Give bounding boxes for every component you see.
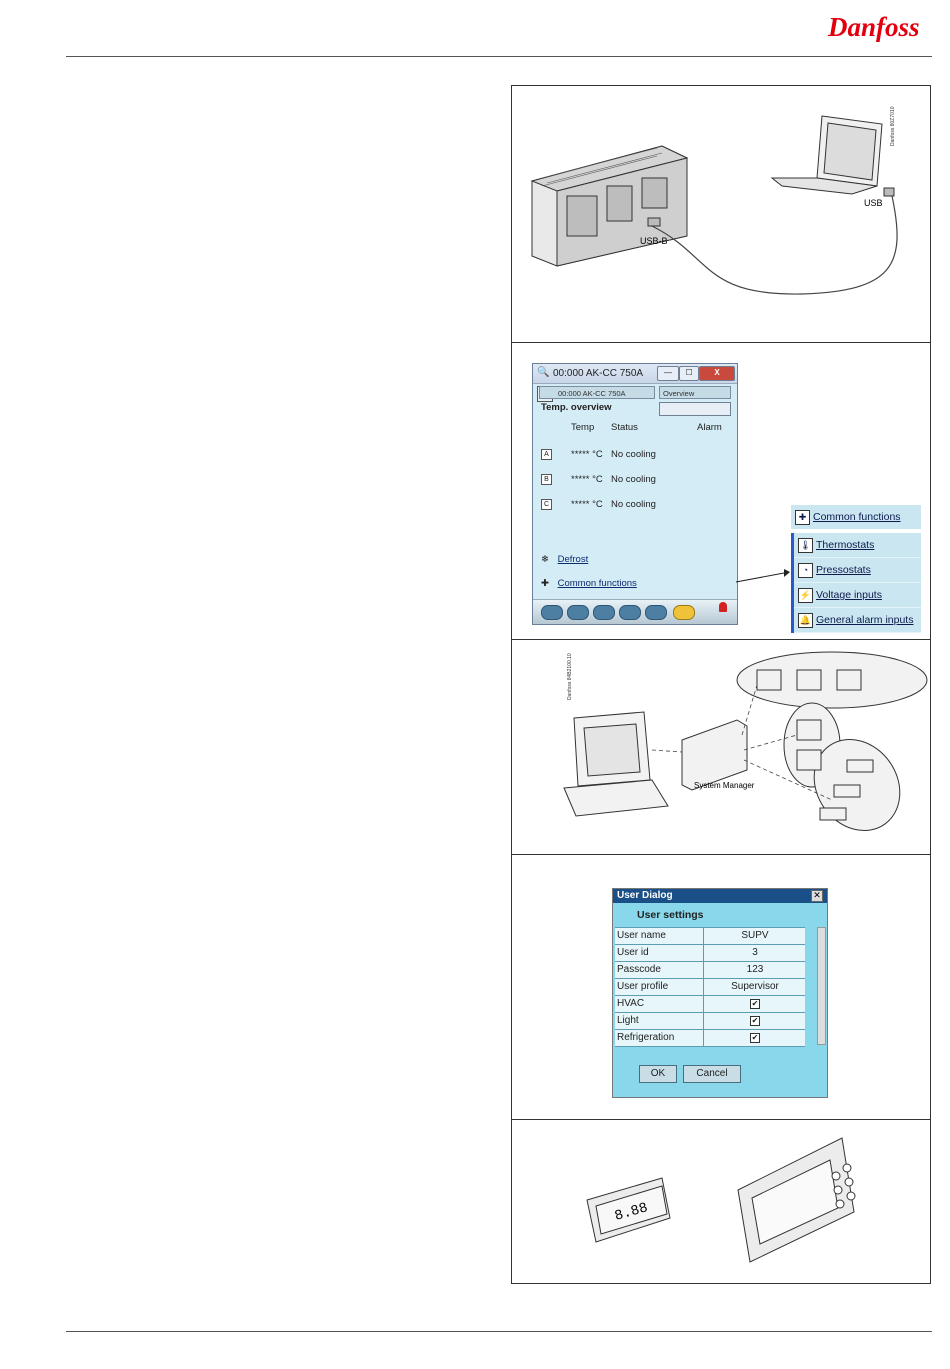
dialog-title: User Dialog [617, 890, 673, 901]
svg-text:Danfoss: Danfoss [828, 12, 920, 42]
page-slider[interactable] [659, 402, 731, 416]
cancel-button[interactable]: Cancel [683, 1065, 741, 1083]
close-button[interactable]: X [699, 366, 735, 381]
case-icon: B [541, 474, 552, 485]
figure-usb-connection [511, 85, 931, 343]
display-units-illustration [512, 1120, 930, 1283]
header-rule [66, 56, 932, 57]
row-status: No cooling [611, 449, 656, 460]
table-row[interactable]: User profile Supervisor [615, 979, 805, 996]
menu-item-pressostats[interactable]: ◔ Pressostats [794, 558, 921, 583]
menu-item-voltage-inputs[interactable]: ⚡ Voltage inputs [794, 583, 921, 608]
figure-code: Danfoss 84B2100.10 [567, 653, 573, 700]
network-illustration [512, 640, 930, 854]
dialog-titlebar [613, 889, 827, 903]
common-functions-icon: ✚ [541, 578, 549, 589]
display-readout: 8.88 [612, 1200, 650, 1225]
maximize-button[interactable]: ☐ [679, 366, 699, 381]
common-functions-menu [791, 505, 921, 633]
defrost-link[interactable]: ❄ Defrost [541, 554, 589, 565]
figure-displays [511, 1119, 931, 1284]
nav-button[interactable] [645, 605, 667, 620]
figure-system-manager-network [511, 639, 931, 855]
user-dialog [612, 888, 828, 1098]
col-temp: Temp [571, 422, 595, 433]
figure-software-overview [511, 342, 931, 640]
ok-button[interactable]: OK [639, 1065, 677, 1083]
close-icon[interactable]: ✕ [811, 890, 823, 902]
nav-button[interactable] [567, 605, 589, 620]
device-select[interactable]: 00:000 AK-CC 750A [539, 386, 655, 399]
row-temp: ***** °C [571, 449, 603, 460]
table-row[interactable]: HVAC ✔ [615, 996, 805, 1013]
usb-b-label: USB-B [640, 236, 668, 246]
nav-button[interactable] [593, 605, 615, 620]
menu-item-thermostats[interactable]: 🌡 Thermostats [794, 533, 921, 558]
row-temp: ***** °C [571, 499, 603, 510]
minimize-button[interactable]: — [657, 366, 679, 381]
common-functions-link[interactable]: ✚ Common functions [541, 578, 637, 589]
system-manager-label: System Manager [694, 781, 755, 790]
row-status: No cooling [611, 499, 656, 510]
usb-label: USB [864, 198, 883, 208]
arrow-icon [734, 568, 794, 588]
alarm-bell-icon[interactable] [719, 602, 727, 612]
case-icon: A [541, 449, 552, 460]
window-title: 00:000 AK-CC 750A [553, 368, 644, 379]
figure-user-dialog [511, 854, 931, 1120]
nav-button[interactable] [619, 605, 641, 620]
light-checkbox[interactable]: ✔ [751, 1016, 759, 1025]
table-row[interactable]: Light ✔ [615, 1013, 805, 1030]
refrigeration-checkbox[interactable]: ✔ [751, 1033, 759, 1042]
scrollbar[interactable] [817, 927, 826, 1045]
section-title: Temp. overview [541, 402, 612, 413]
view-select[interactable]: Overview [659, 386, 731, 399]
user-settings-grid [615, 927, 805, 1047]
menu-item-common-functions[interactable]: ✚ Common functions [791, 505, 921, 533]
controller-laptop-illustration [512, 86, 930, 342]
row-status: No cooling [611, 474, 656, 485]
case-icon: C [541, 499, 552, 510]
menu-item-general-alarm-inputs[interactable]: 🔔 General alarm inputs [794, 608, 921, 633]
tools-button[interactable] [673, 605, 695, 620]
table-row[interactable]: User id 3 [615, 945, 805, 962]
voltage-icon: ⚡ [798, 588, 813, 603]
thermometer-icon: 🌡 [798, 538, 813, 553]
col-status: Status [611, 422, 638, 433]
pressure-gauge-icon: ◔ [798, 563, 813, 578]
ak-cc-window [532, 363, 738, 625]
col-alarm: Alarm [697, 422, 722, 433]
figure-code: Danfoss 80Z7010 [890, 106, 896, 146]
window-titlebar [533, 364, 737, 384]
danfoss-logo [826, 8, 928, 44]
nav-bar [533, 599, 737, 624]
hvac-checkbox[interactable]: ✔ [751, 999, 759, 1008]
table-row[interactable]: Passcode 123 [615, 962, 805, 979]
table-row[interactable]: Refrigeration ✔ [615, 1030, 805, 1047]
app-icon: 🔍 [537, 367, 550, 378]
bell-icon: 🔔 [798, 613, 813, 628]
row-temp: ***** °C [571, 474, 603, 485]
table-row[interactable]: User name SUPV [615, 928, 805, 945]
common-functions-icon: ✚ [795, 510, 810, 525]
user-settings-header: User settings [637, 909, 704, 921]
nav-button[interactable] [541, 605, 563, 620]
defrost-icon: ❄ [541, 554, 549, 565]
footer-rule [66, 1331, 932, 1332]
